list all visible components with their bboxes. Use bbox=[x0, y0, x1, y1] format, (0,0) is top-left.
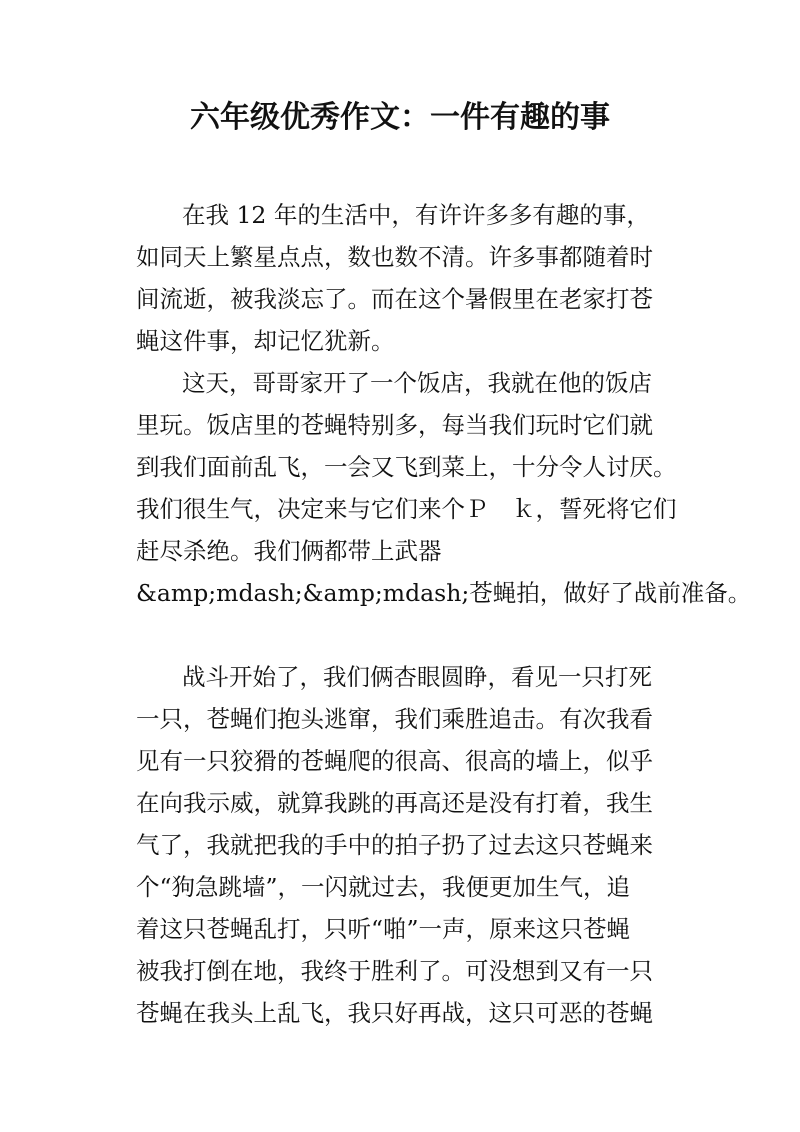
paragraph-line: 被我打倒在地，我终于胜利了。可没想到又有一只 bbox=[136, 957, 653, 985]
paragraph-line: 苍蝇在我头上乱飞，我只好再战，这只可恶的苍蝇 bbox=[136, 999, 653, 1027]
paragraph-line: 在我 12 年的生活中，有许许多多有趣的事， bbox=[182, 201, 650, 229]
paragraph-line: 我们很生气，决定来与它们来个Ｐ ｋ，誓死将它们 bbox=[136, 495, 677, 523]
page-title: 六年级优秀作文：一件有趣的事 bbox=[190, 100, 610, 135]
paragraph-line: 如同天上繁星点点，数也数不清。许多事都随着时 bbox=[136, 243, 653, 271]
paragraph-line: &amp;mdash;&amp;mdash;苍蝇拍，做好了战前准备。 bbox=[136, 579, 752, 607]
paragraph-line: 气了，我就把我的手中的拍子扔了过去这只苍蝇来 bbox=[136, 831, 653, 859]
paragraph-line: 着这只苍蝇乱打，只听“啪”一声，原来这只苍蝇 bbox=[136, 915, 631, 943]
paragraph-line: 战斗开始了，我们俩杏眼圆睁，看见一只打死 bbox=[182, 663, 652, 691]
paragraph-line: 个“狗急跳墙”，一闪就过去，我便更加生气，追 bbox=[136, 873, 631, 901]
paragraph-line: 赶尽杀绝。我们俩都带上武器 bbox=[136, 537, 442, 565]
paragraph-line: 见有一只狡猾的苍蝇爬的很高、很高的墙上，似乎 bbox=[136, 747, 653, 775]
paragraph-line: 在向我示威，就算我跳的再高还是没有打着，我生 bbox=[136, 789, 653, 817]
paragraph-line: 蝇这件事，却记忆犹新。 bbox=[136, 327, 395, 355]
paragraph-line: 这天，哥哥家开了一个饭店，我就在他的饭店 bbox=[182, 369, 652, 397]
paragraph-line: 一只，苍蝇们抱头逃窜，我们乘胜追击。有次我看 bbox=[136, 705, 653, 733]
paragraph-line: 里玩。饭店里的苍蝇特别多，每当我们玩时它们就 bbox=[136, 411, 653, 439]
paragraph-line: 到我们面前乱飞，一会又飞到菜上，十分令人讨厌。 bbox=[136, 453, 677, 481]
paragraph-line: 间流逝，被我淡忘了。而在这个暑假里在老家打苍 bbox=[136, 285, 653, 313]
